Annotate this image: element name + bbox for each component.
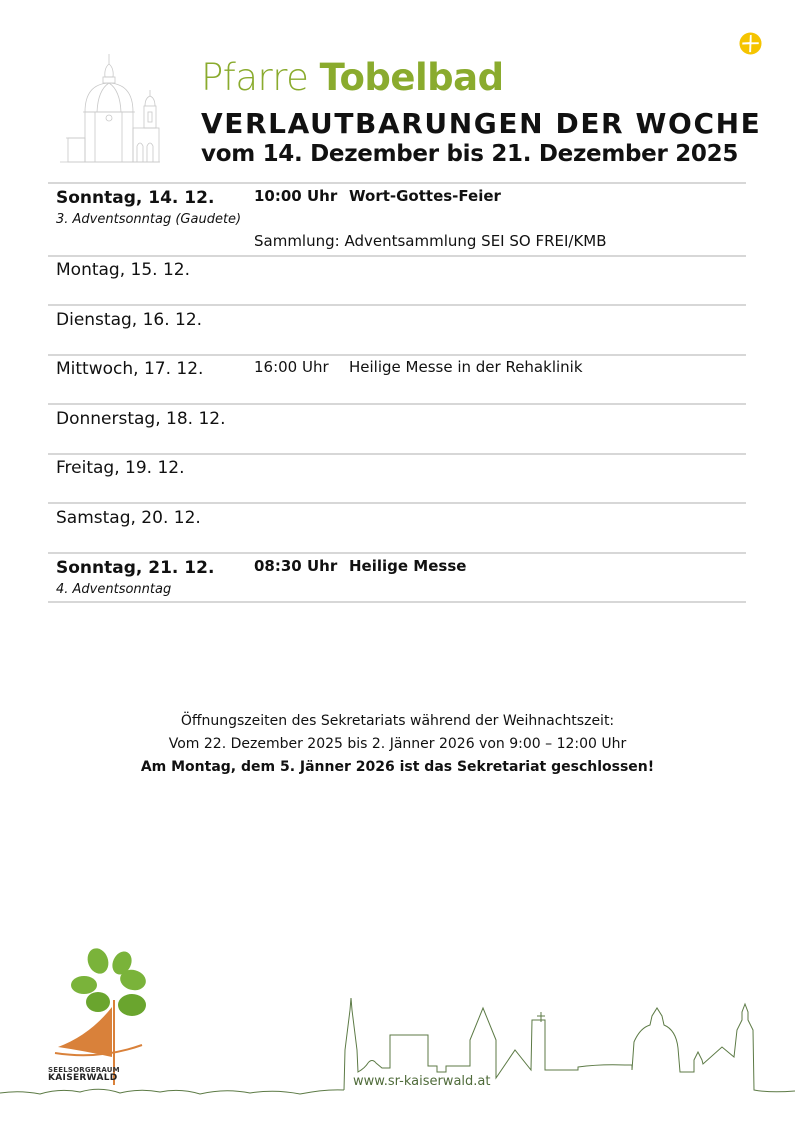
event-note: Sammlung: Adventsammlung SEI SO FREI/KMB [254, 232, 607, 250]
day-label: Donnerstag, 18. 12. [56, 409, 226, 429]
schedule-row [48, 502, 746, 552]
parish-name: Tobelbad [319, 56, 504, 99]
day-subtitle: 4. Adventsonntag [56, 582, 172, 597]
day-subtitle: 3. Adventsonntag (Gaudete) [56, 212, 242, 227]
parish-title [201, 56, 504, 99]
date-range: vom 14. Dezember bis 21. Dezember 2025 [201, 141, 739, 167]
parish-prefix: Pfarre [201, 56, 309, 99]
schedule-row [48, 354, 746, 403]
church-outline-icon [60, 50, 170, 170]
notice-line-1: Öffnungszeiten des Sekretariats während der Weihnachtszeit: [180, 713, 615, 729]
schedule-row [48, 182, 746, 255]
schedule-row [48, 552, 746, 603]
event-title: Heilige Messe in der Rehaklinik [349, 358, 583, 376]
event-time: 08:30 Uhr [254, 557, 338, 575]
day-label: Montag, 15. 12. [56, 260, 190, 280]
schedule-row [48, 255, 746, 304]
logo-text-seelsorgeraum: SEELSORGERAUM [48, 1066, 120, 1074]
page-title: VERLAUTBARUNGEN DER WOCHE [201, 107, 762, 140]
schedule-table [48, 182, 746, 603]
day-label: Sonntag, 21. 12. [56, 558, 215, 578]
event-time: 10:00 Uhr [254, 187, 338, 205]
day-label: Dienstag, 16. 12. [56, 310, 203, 330]
schedule-row [48, 403, 746, 453]
day-label: Sonntag, 14. 12. [56, 188, 215, 208]
schedule-row [48, 453, 746, 502]
website-link[interactable]: www.sr-kaiserwald.at [353, 1074, 491, 1089]
event-title: Wort-Gottes-Feier [349, 187, 501, 205]
day-label: Samstag, 20. 12. [56, 508, 201, 528]
event-title: Heilige Messe [349, 557, 467, 575]
yellow-cross-circle-icon [739, 32, 762, 55]
notice-line-3: Am Montag, dem 5. Jänner 2026 ist das Sekretariat geschlossen! [140, 759, 655, 775]
event-time: 16:00 Uhr [254, 358, 329, 376]
day-label: Freitag, 19. 12. [56, 458, 185, 478]
notice-line-2: Vom 22. Dezember 2025 bis 2. Jänner 2026 von 9:00 – 12:00 Uhr [168, 736, 627, 752]
logo-text-kaiserwald: KAISERWALD [48, 1073, 118, 1083]
day-label: Mittwoch, 17. 12. [56, 359, 204, 379]
schedule-row [48, 304, 746, 354]
